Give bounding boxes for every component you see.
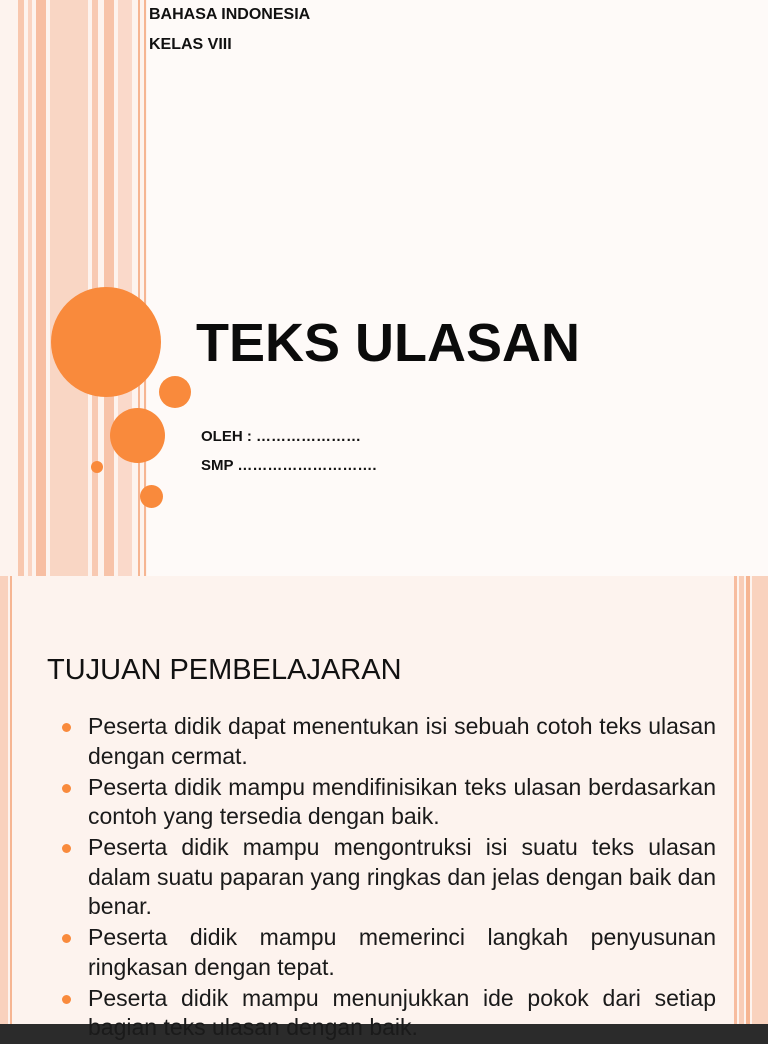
list-item xyxy=(62,923,716,982)
objective-text: Peserta didik mampu menunjukkan ide pokok dari setiap bagian teks ulasan dengan baik. xyxy=(88,984,716,1040)
author-line: OLEH : ………………… xyxy=(201,428,361,445)
grade-label: KELAS VIII xyxy=(149,36,232,53)
slide-title: TEKS ULASAN xyxy=(196,313,581,373)
decorative-stripe xyxy=(752,576,768,1024)
decorative-circle xyxy=(91,461,103,473)
school-line: SMP ………………………. xyxy=(201,457,377,474)
decorative-circle xyxy=(140,485,163,508)
decorative-stripe xyxy=(739,576,744,1024)
decorative-stripe xyxy=(36,0,46,576)
decorative-stripe xyxy=(50,0,88,576)
objective-text: Peserta didik dapat menentukan isi sebuah cotoh teks ulasan dengan cermat. xyxy=(88,713,716,769)
decorative-stripe xyxy=(746,576,750,1024)
decorative-circle xyxy=(159,376,191,408)
decorative-circle xyxy=(110,408,165,463)
decorative-stripe xyxy=(0,576,8,1024)
list-item xyxy=(62,773,716,832)
bullet-icon xyxy=(62,723,71,732)
objectives-list xyxy=(62,712,716,1044)
decorative-circle xyxy=(51,287,161,397)
decorative-stripe xyxy=(18,0,24,576)
subject-label: BAHASA INDONESIA xyxy=(149,6,311,23)
list-item xyxy=(62,833,716,922)
decorative-stripe xyxy=(28,0,32,576)
list-item xyxy=(62,712,716,771)
objectives-slide xyxy=(0,576,768,1040)
decorative-stripe xyxy=(10,576,12,1024)
content-panel xyxy=(147,0,768,576)
bullet-icon xyxy=(62,995,71,1004)
decorative-stripe xyxy=(138,0,140,576)
list-item xyxy=(62,984,716,1043)
objective-text: Peserta didik mampu mengontruksi isi suatu teks ulasan dalam suatu paparan yang ringkas dan jelas dengan baik dan benar. xyxy=(88,834,716,919)
bullet-icon xyxy=(62,844,71,853)
bullet-icon xyxy=(62,784,71,793)
objective-text: Peserta didik mampu mendifinisikan teks ulasan berdasarkan contoh yang tersedia dengan baik. xyxy=(88,773,716,829)
decorative-stripe xyxy=(734,576,737,1024)
bullet-icon xyxy=(62,934,71,943)
objective-text: Peserta didik mampu memerinci langkah penyusunan ringkasan dengan tepat. xyxy=(88,924,716,980)
objectives-heading: TUJUAN PEMBELAJARAN xyxy=(47,654,402,686)
